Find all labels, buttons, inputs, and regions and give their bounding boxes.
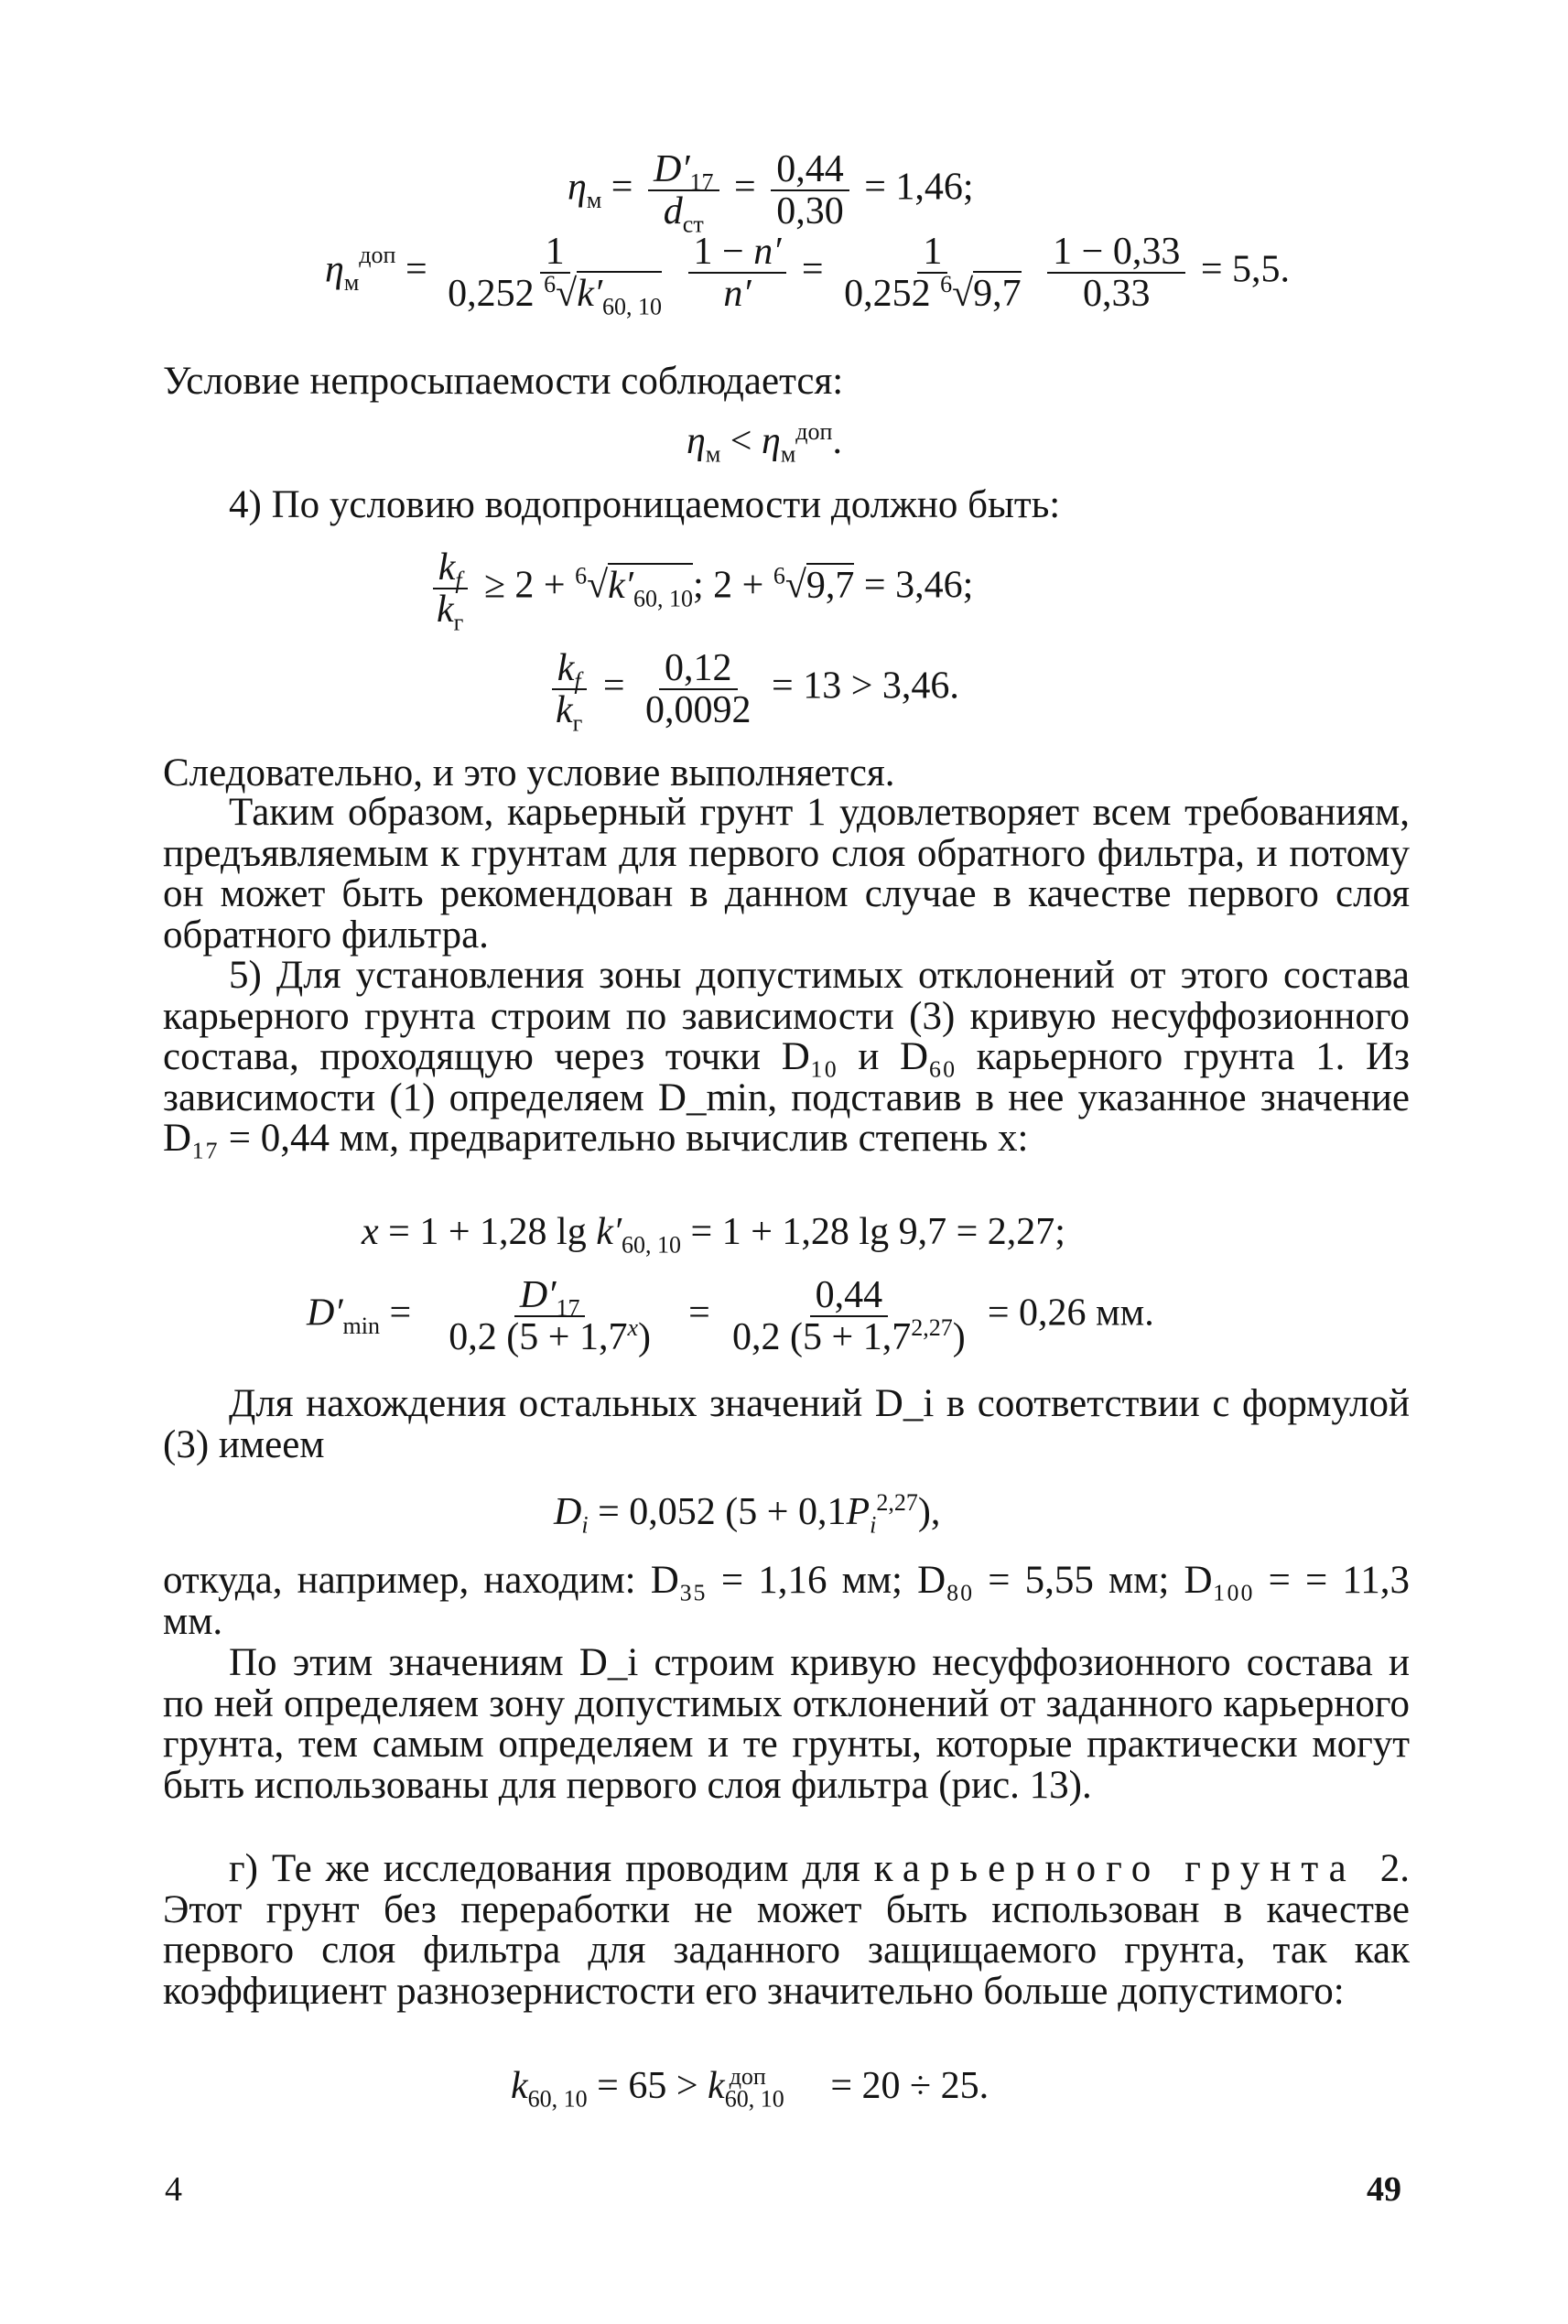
text-by-values: По этим значениям D_i строим кривую несуффозионного состава и по ней определяем зону допустимых отклонений от заданного карьерного грунта, тем самым определяем и те грунты, которые практически могут быть использованы для первого слоя фильтра (рис. 13). [163,1641,1410,1807]
signature-mark: 4 [165,2170,182,2209]
text-item-5: 5) Для установления зоны допустимых отклонений от этого состава карьерного грунта строим по зависимости (3) кривую несуффозионного состава, проходящую через точки D₁₀ и D₆₀ карьерного грунта 1. Из зависимости (1) определяем D_min, подставив в нее указанное значение D₁₇ = 0,44 мм, предварительно вычислив степень x: [163,954,1410,1160]
text-condition: Условие непросыпаемости соблюдается: [163,360,844,403]
text-to-find: Для нахождения остальных значений D_i в соответствии с формулой (3) имеем [163,1382,1410,1466]
formula-d-min: $D'_{min}$ = $\frac{D'_{17}}{0,2 (5 + 1,7^x)}$ = $\frac{0,44}{0,2 (5 + 1,7^{2,27})}$ = 0,26 мм. [307,1274,1154,1358]
formula-eta-m: $\eta_м$ = $\frac{D'_{17}}{d_{ст}}$ = $\frac{0,44}{0,30}$ = 1,46; [568,148,974,238]
formula-kf-kg-value: $\frac{k_f}{k_г}$ = $\frac{0,12}{0,0092}$ = 13 > 3,46. [545,650,959,729]
text-item-g-spaced: карьерного грунта [873,1847,1380,1890]
formula-eta-less: $\eta_м < \eta_м^{доп}$. [687,418,842,468]
text-item-g-lead: г) Те же исследования проводим для [229,1847,874,1890]
formula-x: x = 1 + 1,28 $\lg k'_{60, 10} = 1 + 1,28$ lg 9,7 = 2,27; [362,1211,1065,1259]
formula-k60-10: $k_{60, 10} = 65 > k_{60, 10}^{доп} = 20 \div 25$. [511,2063,989,2113]
formula-eta-m-dop: $\eta_м^{доп}$ = $\frac{1}{0,252 ^6√k'_{60, 10}}$ $\frac{1 - n'}{n'}$ = $\frac{1}{0,252 ^6√9,7}$ $\frac{1 - 0,33}{0,33}$ = 5,5. [325,231,1291,320]
text-item-g-rest: 2. Этот грунт без переработки не может быть использован в качестве первого слоя фильтра для заданного защищаемого грунта, так как коэффициент разнозернистости его значительно больше допустимого: [163,1847,1410,2013]
text-whence: откуда, например, находим: D₃₅ = 1,16 мм; D₈₀ = 5,55 мм; D₁₀₀ = = 11,3 мм. [163,1559,1410,1643]
text-item-4: 4) По условию водопроницаемости должно быть: [229,483,1061,526]
text-item-g [163,1849,1410,2012]
text-consequently: Следовательно, и это условие выполняется. [163,751,895,794]
formula-kf-kg-condition: $\frac{k_f}{k_г}$ ≥ $2 + ^6√k'_{60, 10}$; 2 + $^6$√9,7 = 3,46; [426,549,973,628]
text-thus: Таким образом, карьерный грунт 1 удовлетворяет всем требованиям, предъявляемым к грунтам для первого слоя обратного фильтра, и потому он может быть рекомендован в данном случае в качестве первого слоя обратного фильтра. [163,791,1410,957]
page-number: 49 [1367,2170,1401,2209]
formula-d-i: $D_i = 0,052$ $(5 + 0,1P_i^{2,27})$, [554,1489,941,1539]
